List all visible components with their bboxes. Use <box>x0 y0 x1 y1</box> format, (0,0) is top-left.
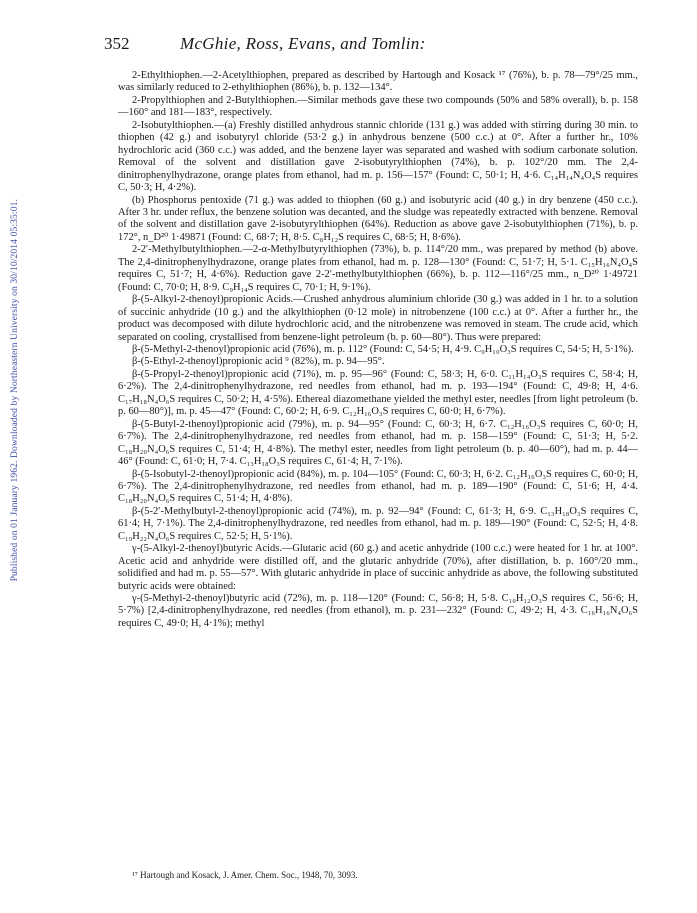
paragraph-isobutyl-thenoyl-propionic: β-(5-Isobutyl-2-thenoyl)propionic acid (84%), m. p. 104—105° (Found: C, 60·3; H, 6·2. C₁₂H₁₆O₃S requires C, 60·0; H, 6·7%). The 2,4-dinitrophenylhydrazone, red needles from ethanol, had m. p. 189—190° (Found: C, 51·6; H, 4·4. C₁₈H₂₀N₄O₆S requires C, 51·4; H, 4·8%). <box>118 468 638 505</box>
page-header <box>104 34 624 56</box>
footnote-17: ¹⁷ Hartough and Kosack, J. Amer. Chem. Soc., 1948, 70, 3093. <box>132 870 358 880</box>
paragraph-methyl-thenoyl-propionic: β-(5-Methyl-2-thenoyl)propionic acid (76%), m. p. 112° (Found: C, 54·5; H, 4·9. C₉H₁₀O₃S requires C, 54·5; H, 5·1%). <box>132 343 634 355</box>
paragraph-ethylthiophen: 2-Ethylthiophen.—2-Acetylthiophen, prepared as described by Hartough and Kosack ¹⁷ (76%), b. p. 78—79°/25 mm., was similarly reduced to 2-ethylthiophen (86%), b. p. 132—134°. <box>118 70 638 94</box>
running-head: McGhie, Ross, Evans, and Tomlin: <box>180 34 426 53</box>
paragraph-propyl-thenoyl-propionic: β-(5-Propyl-2-thenoyl)propionic acid (71%), m. p. 95—96° (Found: C, 58·3; H, 6·0. C₁₁H₁₄O₃S requires C, 58·4; H, 6·2%). The 2,4-dinitrophenylhydrazone, red needles from ethanol, had m. p. 193—194° (Found: C, 49·8; H, 4·6. C₁₇H₁₈N₄O₆S requires C, 50·2; H, 4·5%). Ethereal diazomethane yielded the methyl ester, needles [from light petroleum (b. p. 60—80°)], m. p. 45—47° (Found: C, 60·2; H, 6·9. C₁₂H₁₆O₃S requires C, 60·0; H, 6·7%). <box>118 368 638 418</box>
article-body <box>118 70 638 630</box>
paragraph-methylbutylthiophen: 2-2′-Methylbutylthiophen.—2-α-Methylbutyrylthiophen (73%), b. p. 114°/20 mm., was prepared by method (b) above. The 2,4-dinitrophenylhydrazone, orange plates from ethanol, had m. p. 128—130° (Found: C, 51·7; H, 5·1. C₁₅H₁₆N₄O₄S requires C, 51·7; H, 4·6%). Reduction gave 2-2′-methylbutylthiophen (66%), b. p. 112—116°/25 mm., n_D²⁰ 1·49721 (Found: C, 70·0; H, 8·9. C₉H₁₄S requires C, 70·1; H, 9·1%). <box>118 244 638 293</box>
paragraph-ethyl-thenoyl-propionic: β-(5-Ethyl-2-thenoyl)propionic acid ⁹ (82%), m. p. 94—95°. <box>132 356 385 368</box>
download-watermark <box>4 110 24 670</box>
page-number: 352 <box>104 34 130 53</box>
paragraph-methylbutyl-thenoyl-propionic: β-(5-2′-Methylbutyl-2-thenoyl)propionic acid (74%), m. p. 92—94° (Found: C, 61·3; H, 6·9. C₁₃H₁₈O₃S requires C, 61·4; H, 7·1%). The 2,4-dinitrophenylhydrazone, red needles from ethanol, had m. p. 189—190° (Found: C, 52·5; H, 4·8. C₁₉H₂₂N₄O₆S requires C, 52·5; H, 5·1%). <box>118 505 638 542</box>
paragraph-butyl-thenoyl-propionic: β-(5-Butyl-2-thenoyl)propionic acid (79%), m. p. 94—95° (Found: C, 60·3; H, 6·7. C₁₂H₁₆O₃S requires C, 60·0; H, 6·7%). The 2,4-dinitrophenylhydrazone, red needles from ethanol, had m. p. 158—159° (Found: C, 51·3; H, 5·2. C₁₈H₂₀N₄O₆S requires C, 51·4; H, 4·8%). The methyl ester, needles from light petroleum (b. p. 40—60°), had m. p. 44—46° (Found: C, 61·0; H, 7·4. C₁₃H₁₈O₃S requires C, 61·4; H, 7·1%). <box>118 418 638 468</box>
download-notice: Published on 01 January 1962. Downloaded by Northeastern University on 30/10/2014 05:35:01. <box>8 198 20 582</box>
footnote <box>118 870 638 881</box>
paragraph-propionic-acids-method: β-(5-Alkyl-2-thenoyl)propionic Acids.—Crushed anhydrous aluminium chloride (30 g.) was added in 1 hr. to a solution of succinic anhydride (10 g.) and the alkylthiophen (0·12 mole) in nitrobenzene (100 c.c.) at 0°. After a further hr., the product was decomposed with dilute hydrochloric acid, and the nitrobenzene was removed in steam. The crude acid, which separated on cooling, crystallised from benzene-light petroleum (b. p. 60—80°). Thus were prepared: <box>118 294 638 343</box>
paragraph-methyl-thenoyl-butyric: γ-(5-Methyl-2-thenoyl)butyric acid (72%), m. p. 118—120° (Found: C, 56·8; H, 5·8. C₁₀H₁₂O₃S requires C, 56·6; H, 5·7%) [2,4-dinitrophenylhydrazone, red needles (from ethanol), m. p. 231—232° (Found: C, 49·2; H, 4·3. C₁₆H₁₆N₄O₆S requires C, 49·0; H, 4·1%); methyl <box>118 593 638 629</box>
paragraph-isobutylthiophen-b: (b) Phosphorus pentoxide (71 g.) was added to thiophen (60 g.) and isobutyric acid (40 g.) in dry benzene (450 c.c.). After 3 hr. under reflux, the benzene solution was decanted, and the sludge was repeatedly extracted with benzene. Removal of the solvent and distillation gave 2-isobutyrylthiophen (64%). Reduction as above gave 2-isobutylthiophen (71%), b. p. 172°, n_D²⁰ 1·49871 (Found: C, 68·7; H, 8·5. C₈H₁₂S requires C, 68·5; H, 8·6%). <box>118 194 638 243</box>
paragraph-butyric-acids-method: γ-(5-Alkyl-2-thenoyl)butyric Acids.—Glutaric acid (60 g.) and acetic anhydride (100 c.c.) were heated for 1 hr. at 100°. Acetic acid and anhydride were distilled off, and the glutaric anhydride (70%), after distillation, b. p. 160°/20 mm., solidified and had m. p. 55—57°. With glutaric anhydride in place of succinic anhydride as above, the following substituted butyric acids were obtained: <box>118 543 638 592</box>
paragraph-propyl-butylthiophen: 2-Propylthiophen and 2-Butylthiophen.—Similar methods gave these two compounds (50% and 58% overall), b. p. 158—160° and 181—183°, respectively. <box>118 94 638 119</box>
paragraph-isobutylthiophen-a: 2-Isobutylthiophen.—(a) Freshly distilled anhydrous stannic chloride (131 g.) was added with stirring during 30 min. to thiophen (42 g.) and isobutyryl chloride (53·2 g.) in anhydrous benzene (500 c.c.) at 0°. After a further hr., 10% hydrochloric acid (360 c.c.) was added, and the benzene layer was separated and washed with sodium carbonate solution. Removal of the solvent and distillation gave 2-isobutyrylthiophen (74%), b. p. 102°/20 mm. The 2,4-dinitrophenylhydrazone, orange plates from ethanol, had m. p. 156—157° (Found: C, 50·1; H, 4·6. C₁₄H₁₄N₄O₄S requires C, 50·3; H, 4·2%). <box>118 119 638 194</box>
